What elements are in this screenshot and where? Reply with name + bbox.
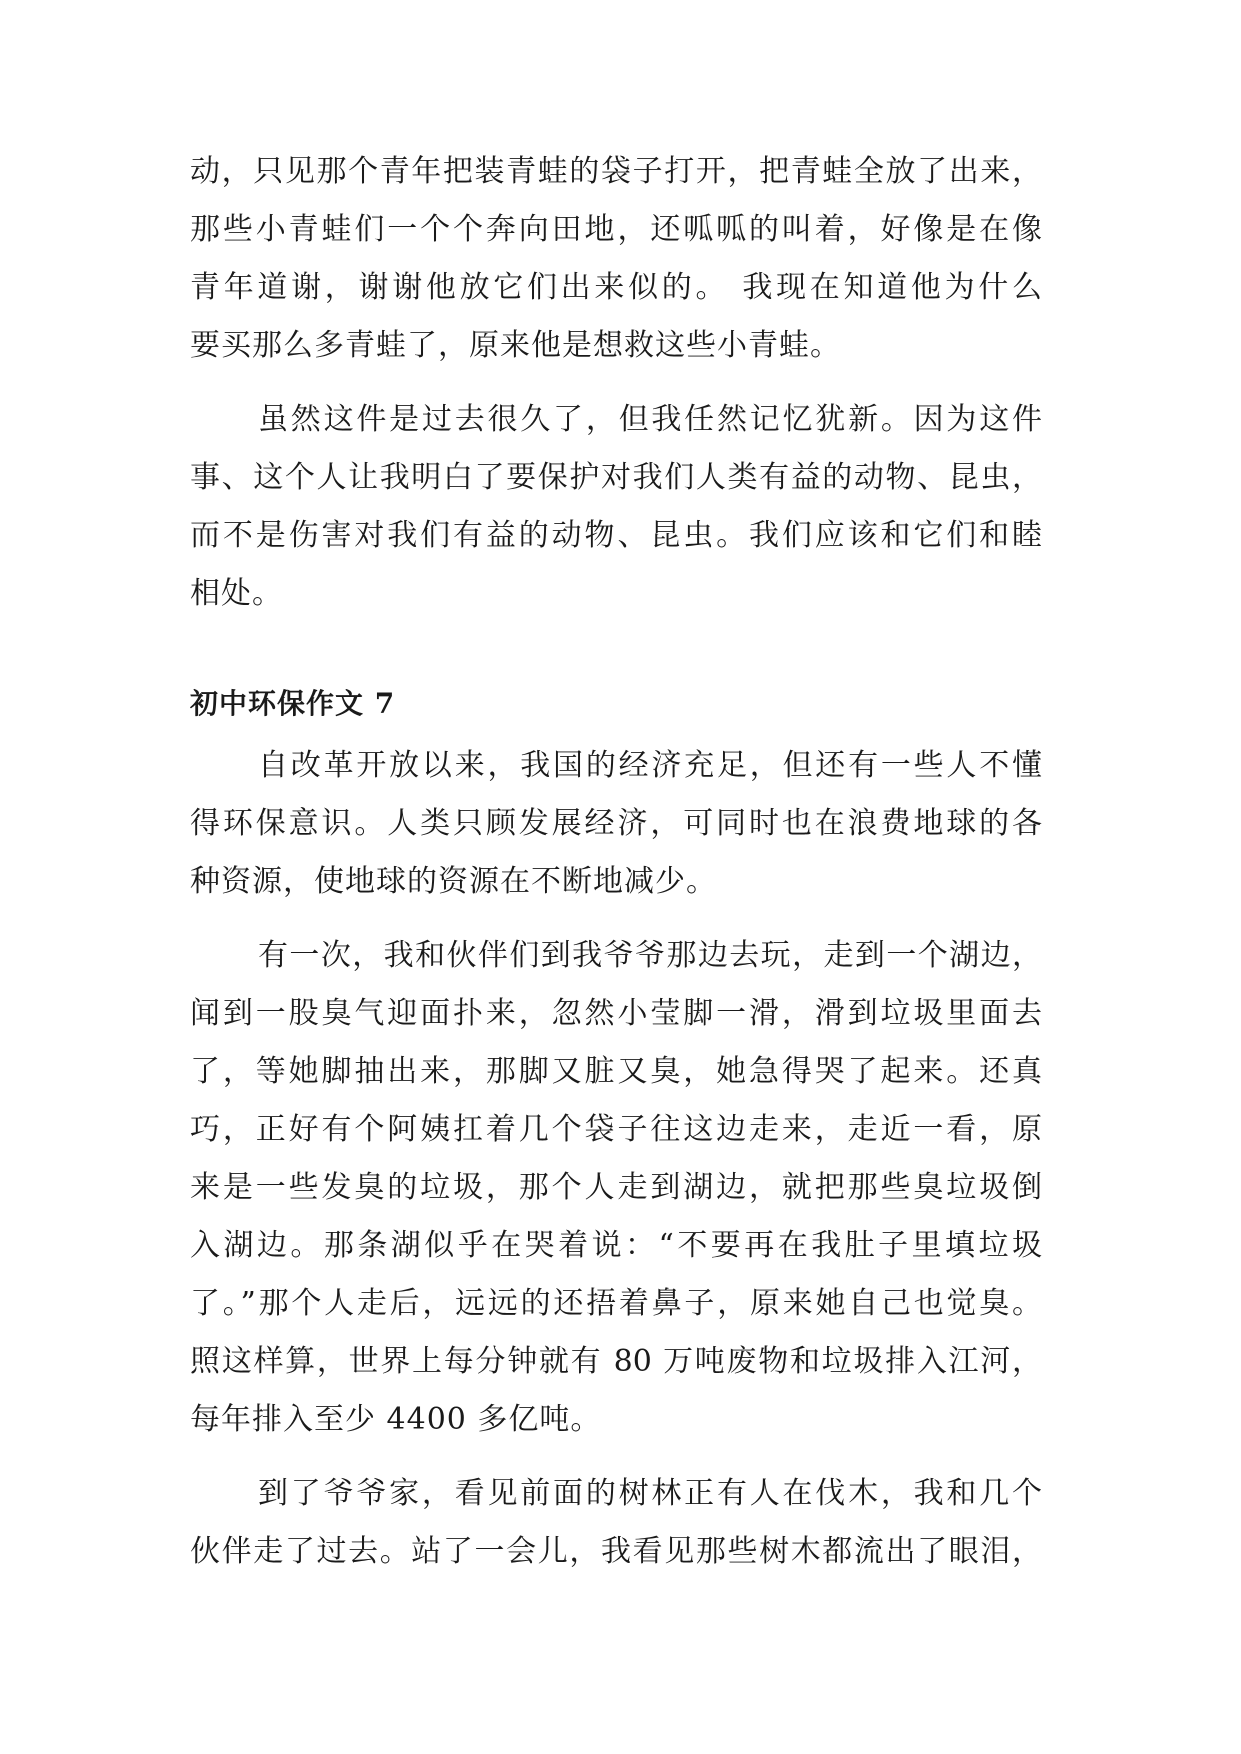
paragraph-line: 每年排入至少 4400 多亿吨。 bbox=[190, 1402, 602, 1437]
paragraph-first-line: 虽然这件是过去很久了，但我任然记忆犹新。因为这件 bbox=[258, 402, 1042, 437]
section-heading: 初中环保作文 7 bbox=[190, 687, 396, 720]
paragraph-line: 了，等她脚抽出来，那脚又脏又臭，她急得哭了起来。还真 bbox=[190, 1054, 1042, 1089]
paragraph-line: 来是一些发臭的垃圾，那个人走到湖边，就把那些臭垃圾倒 bbox=[190, 1170, 1042, 1205]
paragraph-line: 伙伴走了过去。站了一会儿，我看见那些树木都流出了眼泪， bbox=[190, 1534, 1042, 1569]
paragraph-line: 闻到一股臭气迎面扑来，忽然小莹脚一滑，滑到垃圾里面去 bbox=[190, 996, 1042, 1031]
paragraph-line: 照这样算，世界上每分钟就有 80 万吨废物和垃圾排入江河， bbox=[190, 1344, 1042, 1379]
paragraph-line: 相处。 bbox=[190, 576, 283, 611]
paragraph-line: 入湖边。那条湖似乎在哭着说：“不要再在我肚子里填垃圾 bbox=[190, 1228, 1042, 1263]
paragraph-line: 那些小青蛙们一个个奔向田地，还呱呱的叫着，好像是在像 bbox=[190, 212, 1042, 247]
paragraph-first-line: 自改革开放以来，我国的经济充足，但还有一些人不懂 bbox=[258, 748, 1042, 783]
paragraph-line: 动，只见那个青年把装青蛙的袋子打开，把青蛙全放了出来， bbox=[190, 154, 1042, 189]
paragraph-line: 了。”那个人走后，远远的还捂着鼻子，原来她自己也觉臭。 bbox=[190, 1286, 1042, 1321]
paragraph-line: 青年道谢，谢谢他放它们出来似的。 我现在知道他为什么 bbox=[190, 270, 1042, 305]
paragraph-line: 而不是伤害对我们有益的动物、昆虫。我们应该和它们和睦 bbox=[190, 518, 1042, 553]
paragraph-first-line: 有一次，我和伙伴们到我爷爷那边去玩，走到一个湖边， bbox=[258, 938, 1042, 973]
paragraph-line: 得环保意识。人类只顾发展经济，可同时也在浪费地球的各 bbox=[190, 806, 1042, 841]
paragraph-line: 巧，正好有个阿姨扛着几个袋子往这边走来，走近一看，原 bbox=[190, 1112, 1042, 1147]
paragraph-line: 要买那么多青蛙了，原来他是想救这些小青蛙。 bbox=[190, 328, 841, 363]
paragraph-line: 种资源，使地球的资源在不断地减少。 bbox=[190, 864, 717, 899]
paragraph-first-line: 到了爷爷家，看见前面的树林正有人在伐木，我和几个 bbox=[258, 1476, 1042, 1511]
paragraph-line: 事、这个人让我明白了要保护对我们人类有益的动物、昆虫， bbox=[190, 460, 1042, 495]
